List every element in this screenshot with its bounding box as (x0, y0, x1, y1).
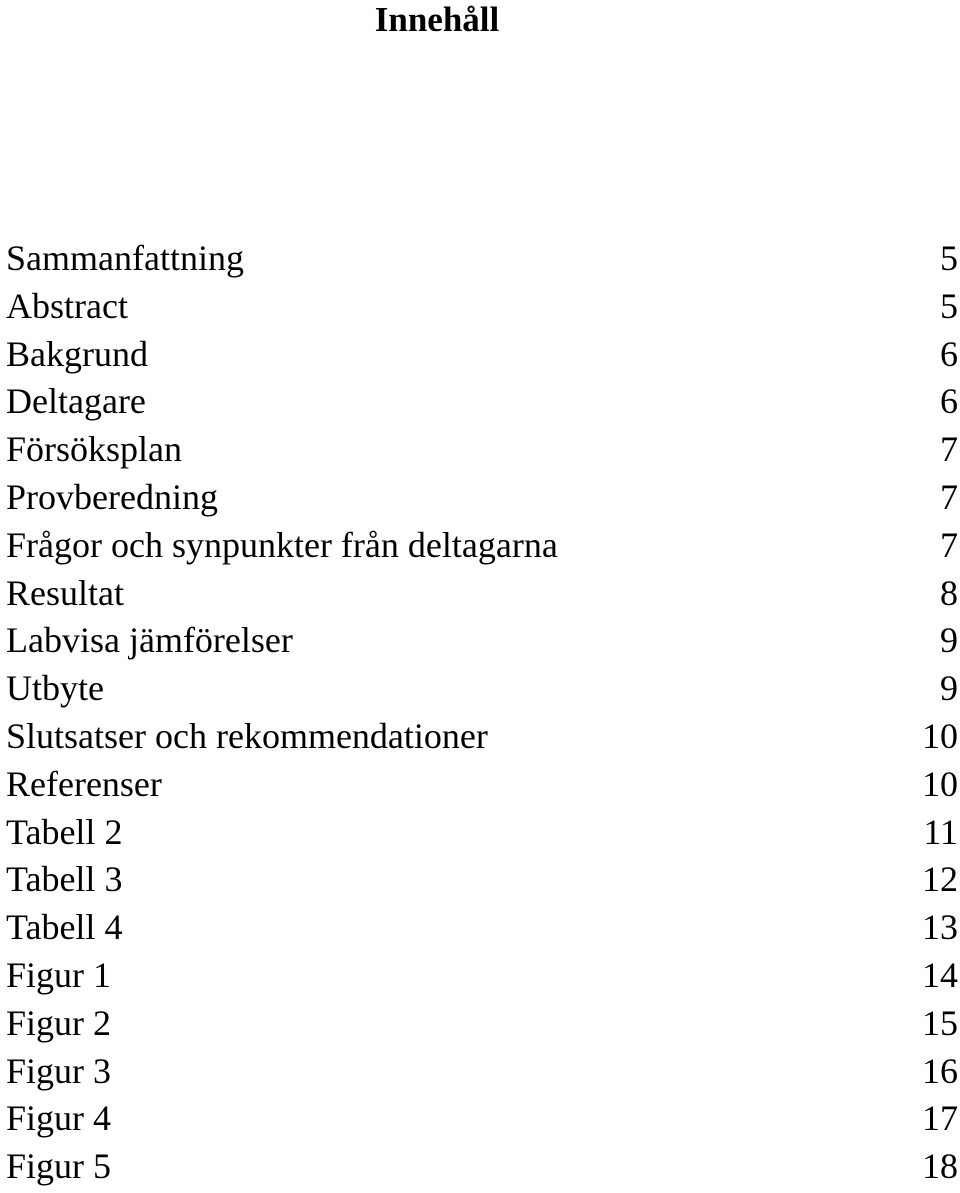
toc-entry-figur-2 (0, 1000, 960, 1048)
toc-entry-label: Deltagare (6, 381, 146, 422)
toc-entry-provberedning (0, 474, 960, 522)
toc-entry-page: 7 (940, 524, 958, 565)
toc-entry-label: Figur 5 (6, 1146, 112, 1187)
toc-entry-slutsatser (0, 713, 960, 761)
toc-entry-tabell-2 (0, 809, 960, 857)
toc-entry-page: 7 (940, 429, 958, 470)
toc-entry-page: 10 (922, 763, 958, 804)
toc-entry-label: Figur 4 (6, 1098, 112, 1139)
toc-entry-label: Resultat (6, 572, 124, 613)
toc-entry-page: 5 (940, 238, 958, 278)
table-of-contents (0, 235, 960, 1191)
toc-entry-page: 17 (922, 1098, 958, 1139)
toc-entry-forsoksplan (0, 426, 960, 474)
toc-entry-page: 6 (940, 381, 958, 422)
toc-entry-page: 6 (940, 333, 958, 374)
toc-entry-page: 15 (922, 1002, 958, 1043)
toc-entry-sammanfattning (0, 235, 960, 283)
toc-entry-page: 18 (922, 1146, 958, 1187)
toc-entry-page: 12 (922, 859, 958, 900)
toc-entry-page: 5 (940, 285, 958, 326)
toc-entry-utbyte (0, 665, 960, 713)
toc-entry-label: Tabell 4 (6, 907, 123, 948)
toc-entry-tabell-4 (0, 904, 960, 952)
toc-entry-label: Försöksplan (6, 429, 183, 470)
toc-entry-labvisa (0, 617, 960, 665)
toc-entry-page: 9 (940, 668, 958, 709)
toc-entry-label: Slutsatser och rekommendationer (6, 715, 488, 756)
toc-entry-label: Bakgrund (6, 333, 148, 374)
toc-entry-figur-5 (0, 1143, 960, 1191)
toc-entry-page: 9 (940, 620, 958, 661)
toc-entry-label: Figur 2 (6, 1002, 112, 1043)
toc-entry-page: 8 (940, 572, 958, 613)
toc-entry-page: 10 (922, 715, 958, 756)
toc-entry-page: 11 (923, 811, 958, 852)
page-title: Innehåll (374, 0, 500, 39)
toc-entry-label: Tabell 2 (6, 811, 123, 852)
toc-entry-page: 13 (922, 907, 958, 948)
toc-entry-figur-4 (0, 1095, 960, 1143)
toc-entry-label: Sammanfattning (6, 238, 244, 278)
toc-entry-label: Frågor och synpunkter från deltagarna (6, 524, 558, 565)
toc-entry-label: Labvisa jämförelser (6, 620, 293, 661)
toc-entry-label: Provberedning (6, 476, 218, 517)
toc-entry-page: 7 (940, 476, 958, 517)
toc-entry-label: Referenser (6, 763, 162, 804)
toc-entry-label: Abstract (6, 285, 128, 326)
toc-entry-fragor (0, 522, 960, 570)
toc-entry-label: Tabell 3 (6, 859, 123, 900)
toc-entry-label: Utbyte (6, 668, 104, 709)
toc-entry-figur-3 (0, 1048, 960, 1096)
toc-entry-figur-1 (0, 952, 960, 1000)
toc-entry-resultat (0, 570, 960, 618)
toc-entry-label: Figur 1 (6, 954, 112, 995)
toc-entry-bakgrund (0, 331, 960, 379)
toc-entry-page: 16 (922, 1050, 958, 1091)
toc-entry-referenser (0, 761, 960, 809)
toc-entry-page: 14 (922, 954, 958, 995)
toc-entry-deltagare (0, 378, 960, 426)
toc-entry-tabell-3 (0, 856, 960, 904)
toc-entry-abstract (0, 283, 960, 331)
toc-entry-label: Figur 3 (6, 1050, 112, 1091)
